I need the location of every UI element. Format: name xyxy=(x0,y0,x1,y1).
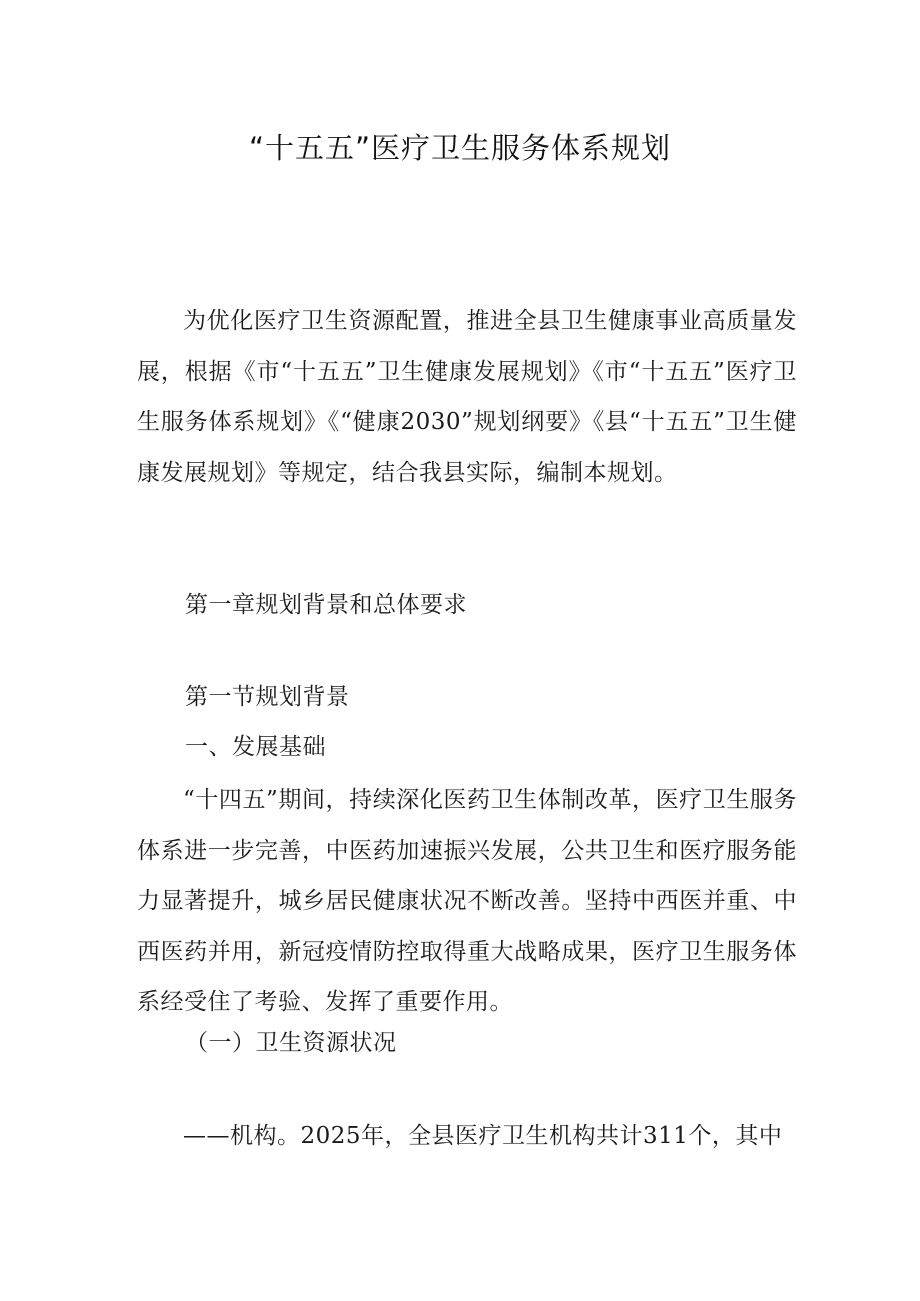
background-paragraph: “十四五”期间，持续深化医药卫生体制改革，医疗卫生服务体系进一步完善，中医药加速振兴发展，公共卫生和医疗服务能力显著提升，城乡居民健康状况不断改善。坚持中西医并重、中西医药并用，新冠疫情防控取得重大战略成果，医疗卫生服务体系经受住了考验、发挥了重要作用。 xyxy=(137,787,797,1016)
institutions-line: ——机构。2025年，全县医疗卫生机构共计311个，其中 xyxy=(183,1123,783,1149)
chapter-heading: 第一章规划背景和总体要求 xyxy=(185,592,467,618)
subsection-heading: 一、发展基础 xyxy=(185,734,326,760)
document-title: “十五五”医疗卫生服务体系规划 xyxy=(248,131,672,165)
intro-paragraph: 为优化医疗卫生资源配置，推进全县卫生健康事业高质量发展，根据《市“十五五”卫生健康发展规划》《市“十五五”医疗卫生服务体系规划》《“健康2030”规划纲要》《县“十五五”卫生健康发展规划》等规定，结合我县实际，编制本规划。 xyxy=(137,308,797,486)
item-heading: （一）卫生资源状况 xyxy=(185,1030,397,1056)
section-heading: 第一节规划背景 xyxy=(185,684,350,710)
